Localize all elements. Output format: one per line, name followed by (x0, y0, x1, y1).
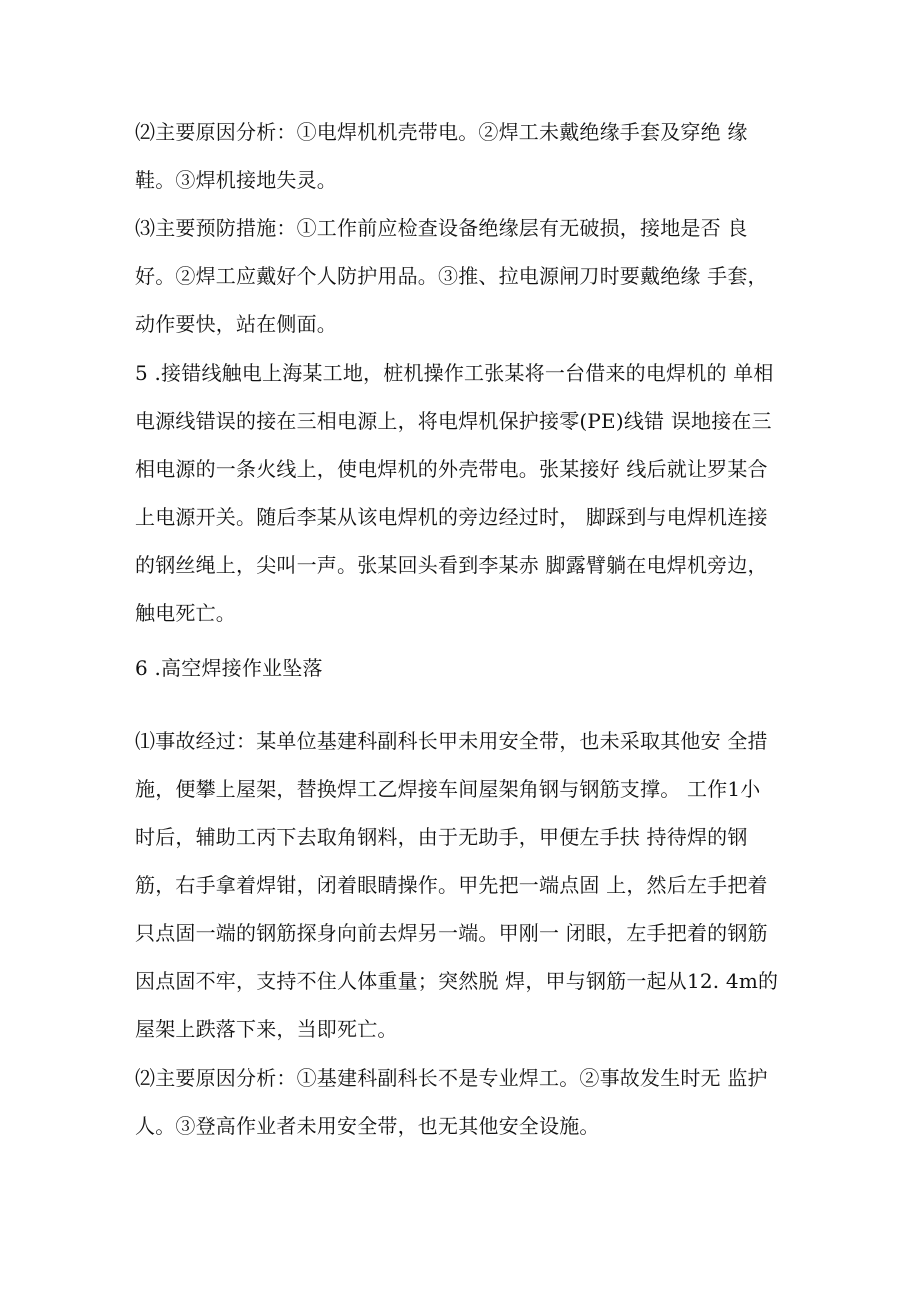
text-line: ⑵主要原因分析：①电焊机机壳带电。②焊工未戴绝缘手套及穿绝 缘 (135, 120, 748, 144)
text-line: 上电源开关。随后李某从该电焊机的旁边经过时， 脚踩到与电焊机连接 (135, 505, 768, 529)
text-line: 屋架上跌落下来，当即死亡。 (135, 1017, 398, 1041)
text-line: 因点固不牢，支持不住人体重量；突然脱 焊，甲与钢筋一起从12. 4m的 (135, 969, 779, 993)
section-heading: 6 .高空焊接作业坠落 (135, 656, 323, 680)
text-line: 施，便攀上屋架，替换焊工乙焊接车间屋架角钢与钢筋支撑。 工作1小 (135, 777, 761, 801)
text-line: 只点固一端的钢筋探身向前去焊另一端。甲刚一 闭眼，左手把着的钢筋 (135, 921, 768, 945)
text-line: ⑵主要原因分析：①基建科副科长不是专业焊工。②事故发生时无 监护 (135, 1066, 768, 1090)
text-line: 电源线错误的接在三相电源上，将电焊机保护接零(PE)线错 误地接在三 (135, 409, 772, 433)
text-line: 相电源的一条火线上，使电焊机的外壳带电。张某接好 线后就让罗某合 (135, 457, 768, 481)
text-line: 好。②焊工应戴好个人防护用品。③推、拉电源闸刀时要戴绝缘 手套， (135, 264, 768, 288)
text-line: 鞋。③焊机接地失灵。 (135, 168, 337, 192)
text-line: 人。③登高作业者未用安全带，也无其他安全设施。 (135, 1114, 600, 1138)
text-line: 5 .接错线触电上海某工地，桩机操作工张某将一台借来的电焊机的 单相 (135, 361, 774, 385)
text-line: 触电死亡。 (135, 601, 236, 625)
text-line: 动作要快，站在侧面。 (135, 312, 337, 336)
text-line: ⑶主要预防措施：①工作前应检查设备绝缘层有无破损，接地是否 良 (135, 216, 748, 240)
text-line: 筋，右手拿着焊钳，闭着眼睛操作。甲先把一端点固 上，然后左手把着 (135, 873, 768, 897)
text-line: 的钢丝绳上，尖叫一声。张某回头看到李某赤 脚露臂躺在电焊机旁边， (135, 553, 768, 577)
text-line: 时后，辅助工丙下去取角钢料，由于无助手，甲便左手扶 持待焊的钢 (135, 825, 748, 849)
text-line: ⑴事故经过：某单位基建科副科长甲未用安全带，也未采取其他安 全措 (135, 729, 768, 753)
